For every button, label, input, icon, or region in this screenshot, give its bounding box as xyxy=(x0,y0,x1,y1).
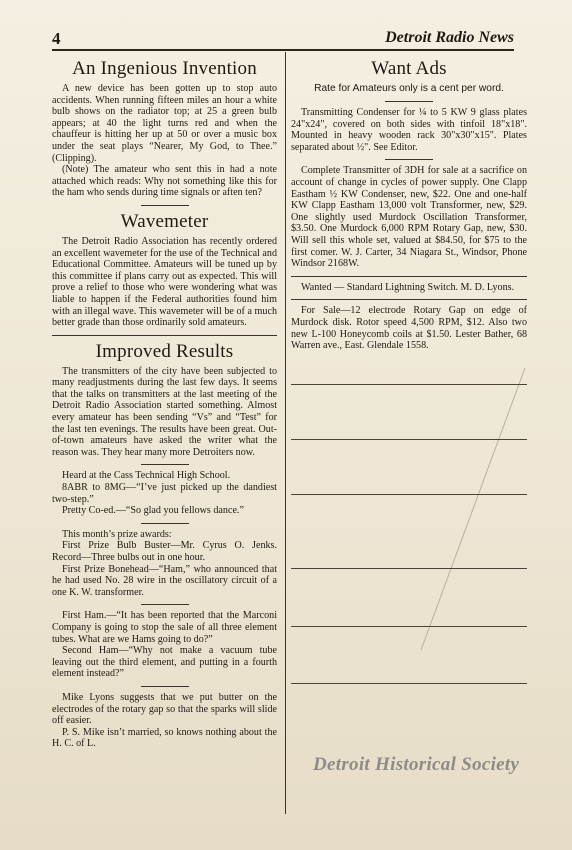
mike-lyons: Mike Lyons suggests that we put butter on the electrodes of the rotary gap so that the sparks will slide off easier. xyxy=(52,691,277,727)
section-rule xyxy=(52,335,277,336)
left-column xyxy=(52,58,277,750)
ad-rule xyxy=(291,276,527,277)
prize-intro: This month’s prize awards: xyxy=(62,528,172,540)
heading-improved-results: Improved Results xyxy=(95,340,234,362)
second-ham: Second Ham—“Why not make a vacuum tube leaving out the third element, and putting in a fourth element instead?” xyxy=(52,645,277,680)
empty-ad-rule xyxy=(291,439,527,440)
ad-transmitter: Complete Transmitter of 3DH for sale at a sacrifice on account of change in cycles of power supply. One Clapp Eastham ½ KW Condenser, new, $22. One and one-half KW Clapp Eastham 13,000 volt Transformer, new, $29. One slightly used Murdock Oscillation Transformer, $3.50. One Murdock 6,000 RPM Rotary Gap, new, $30. Will sell this whole set, valued at $84.50, for $75 to the first comer. W. J. Carter, 34 Niagara St., Windsor, Phone Windsor 2168W. xyxy=(291,165,527,270)
invention-paragraph-1: A new device has been gotten up to stop auto accidents. When running fifteen miles an hour a white bulb shows on the radiator top; at 25 a green bulb appears; at 40 the light turns red and when the chauffeur is hitting her up at 50 or over a music box under the seat plays “Nearer, My God, to Thee.” (Clipping). xyxy=(52,83,277,164)
page-number: 4 xyxy=(52,29,61,48)
empty-ad-rule xyxy=(291,384,527,385)
ad-condenser: Transmitting Condenser for ¼ to 5 KW 9 glass plates 24"x24", covered on both sides with tinfoil 18"x18". Mounted in heavy wooden rack 30"x30"x15". Plates separated about ½". See Editor. xyxy=(291,107,527,153)
empty-ad-rule xyxy=(291,494,527,495)
item-rule xyxy=(141,523,189,524)
ad-wanted-switch: Wanted — Standard Lightning Switch. M. D. Lyons. xyxy=(301,281,515,293)
ad-rule xyxy=(385,159,433,160)
heading-invention: An Ingenious Invention xyxy=(72,58,257,79)
empty-ad-rule xyxy=(291,568,527,569)
cancel-stroke xyxy=(421,368,525,650)
blank-ad-space xyxy=(291,300,527,660)
watermark: Detroit Historical Society xyxy=(313,754,520,775)
want-ads-rate: Rate for Amateurs only is a cent per word. xyxy=(314,83,504,94)
page-header xyxy=(52,29,514,51)
cass-quote-1: 8ABR to 8MG—“I’ve just picked up the dandiest two-step.” xyxy=(52,482,277,505)
heading-want-ads: Want Ads xyxy=(371,58,447,79)
cass-heard: Heard at the Cass Technical High School. xyxy=(62,470,231,482)
wavemeter-paragraph: The Detroit Radio Association has recently ordered an excellent wavemeter for the use of the Technical and Educational Committee. Amateurs will be tuned up by this committee if plans carry out as expected. This will prove a relief to those who were wondering what was liable to happen if the Federal authorities found him with an illegal wave. This wavemeter will be of a much better grade than those ordinarily sold amateurs. xyxy=(52,235,277,329)
ad-rule xyxy=(385,101,433,102)
empty-ad-rule xyxy=(291,683,527,684)
prize-bonehead: First Prize Bonehead—“Ham,” who announced that he had used No. 28 wire in the oscillatory circuit of a one K. W. transformer. xyxy=(52,563,277,598)
empty-ad-rule xyxy=(291,626,527,627)
first-ham: First Ham.—“It has been reported that the Marconi Company is going to stop the sale of all three element tubes. What are we Hams going to do?” xyxy=(52,610,277,645)
item-rule xyxy=(141,604,189,605)
improved-paragraph: The transmitters of the city have been subjected to many readjustments during the last few days. It seems that the talks on transmitters at the last meeting of the Detroit Radio Association started something. Almost every amateur has been sending “Vs” and “Test” for the last ten evenings. The results have been great. Out-of-town amateurs have asked the writer what the reason was. They hear many more Detroiters now. xyxy=(52,365,277,458)
invention-paragraph-2: (Note) The amateur who sent this in had a note attached which reads: Why not something like this for the ham who sends during time signals or aften ten? xyxy=(52,164,277,199)
column-divider xyxy=(285,52,286,814)
prize-bulb-buster: First Prize Bulb Buster—Mr. Cyrus O. Jenks. Record—Three bulbs out in one hour. xyxy=(52,540,277,563)
section-rule xyxy=(141,205,189,206)
item-rule xyxy=(141,686,189,687)
heading-wavemeter: Wavemeter xyxy=(120,210,209,232)
mike-ps: P. S. Mike isn’t married, so knows nothing about the H. C. of L. xyxy=(52,726,277,750)
item-rule xyxy=(141,464,189,465)
ad-rotary-gap: For Sale—12 electrode Rotary Gap on edge of Murdock disk. Rotor speed 4,500 RPM, $12. Also two new L-100 Honeycomb coils at $1.50. Lester Bather, 68 Warren ave., East. Glendale 1558. xyxy=(291,305,527,352)
paper-name: Detroit Radio News xyxy=(385,29,514,46)
cass-quote-2: Pretty Co-ed.—“So glad you fellows dance.” xyxy=(62,505,244,517)
